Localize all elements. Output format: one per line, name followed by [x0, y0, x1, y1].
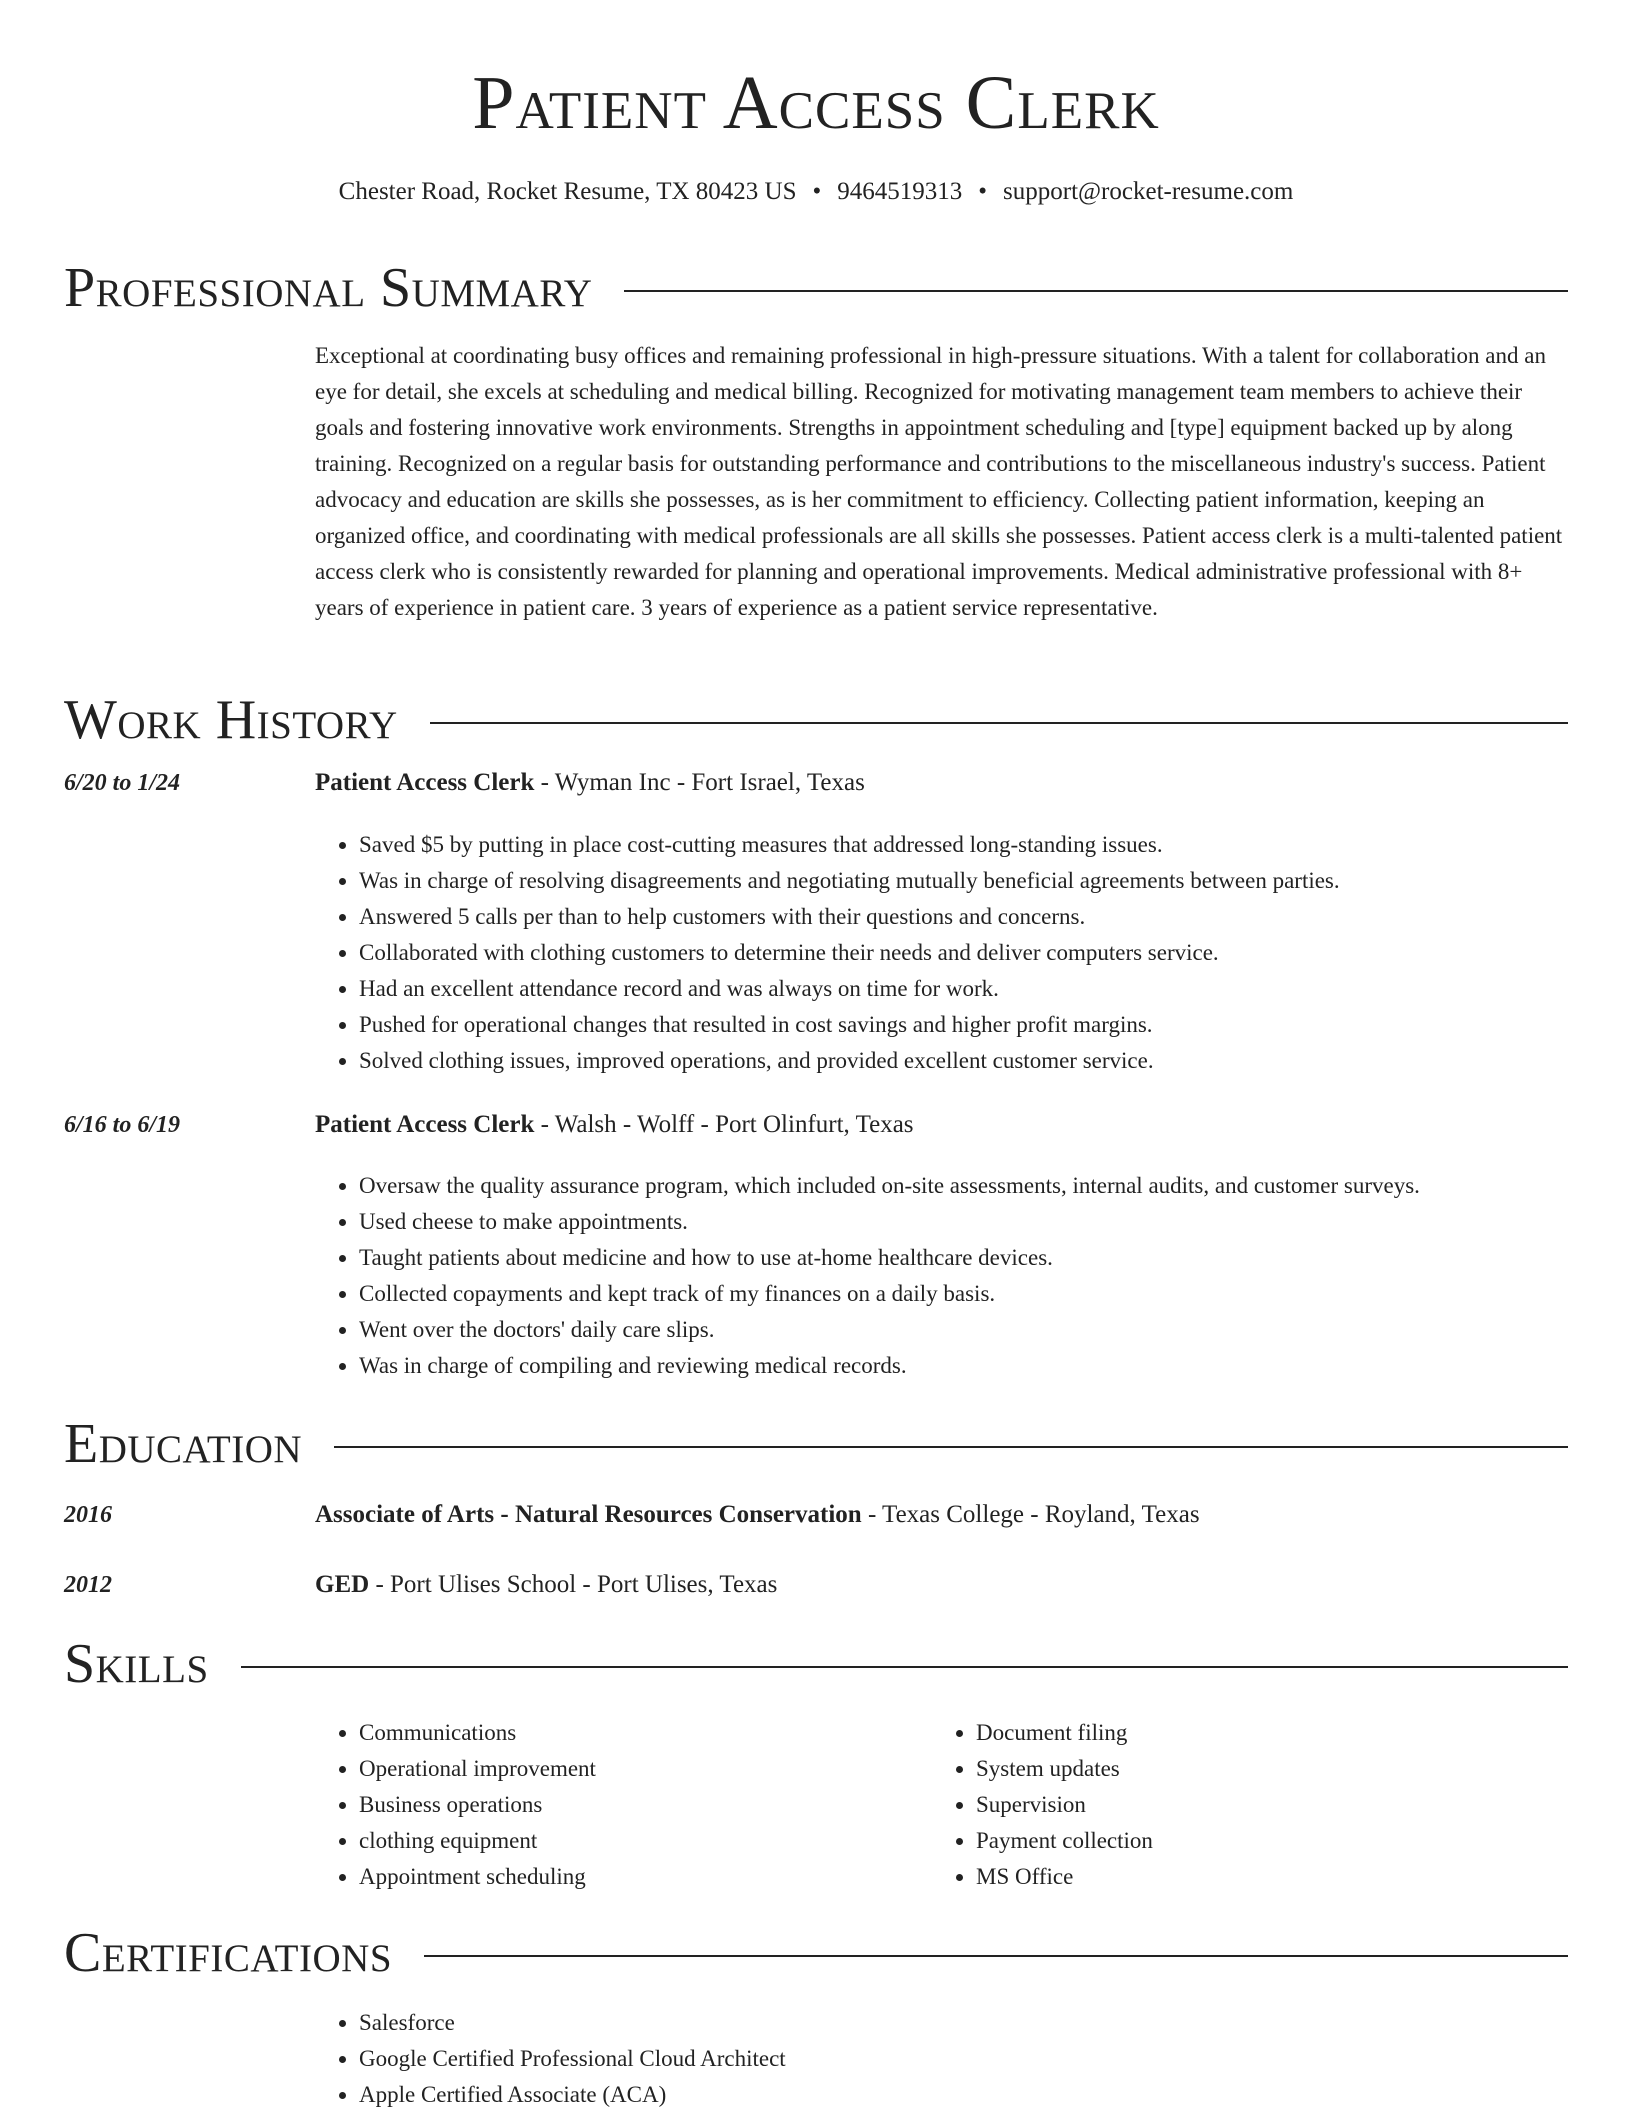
certifications-list	[315, 2005, 1565, 2113]
list-item: • Had an excellent attendance record and was always on time for work.	[359, 971, 1565, 1007]
list-item: • Saved $5 by putting in place cost-cutting measures that addressed long-standing issues.	[359, 827, 1565, 863]
section-divider	[334, 1446, 1568, 1448]
summary-section-header	[64, 256, 1568, 320]
certifications-section-header	[64, 1921, 1568, 1985]
resume-name: Patient Access Clerk	[472, 61, 1160, 145]
education-details: - Port Ulises School - Port Ulises, Texas	[369, 1571, 778, 1598]
list-item: • Was in charge of compiling and reviewing medical records.	[359, 1348, 1565, 1384]
list-item: • Used cheese to make appointments.	[359, 1204, 1565, 1240]
list-item: • Payment collection	[976, 1823, 1552, 1859]
list-item: • Appointment scheduling	[359, 1859, 915, 1895]
list-item: • Communications	[359, 1715, 915, 1751]
education-details: - Texas College - Royland, Texas	[861, 1501, 1200, 1528]
job-title-line	[315, 765, 1565, 801]
job-dates: 6/16 to 6/19	[64, 1112, 181, 1138]
list-item: • Taught patients about medicine and how to use at-home healthcare devices.	[359, 1240, 1565, 1276]
summary-text: Exceptional at coordinating busy offices and remaining professional in high-pressure situations. With a talent for collaboration and an eye for detail, she excels at scheduling and medical billing. Recognized for motivating management team members to achieve their goals and fostering innovative work environments. Strengths in appointment scheduling and [type] equipment backed up by along training. Recognized on a regular basis for outstanding performance and contributions to the miscellaneous industry's success. Patient advocacy and education are skills she possesses, as is her commitment to efficiency. Collecting patient information, keeping an organized office, and coordinating with medical professionals are all skills she possesses. Patient access clerk is a multi-talented patient access clerk who is consistently rewarded for planning and operational improvements. Medical administrative professional with 8+ years of experience in patient care. 3 years of experience as a patient service representative.	[315, 343, 1563, 620]
list-item: • Solved clothing issues, improved operations, and provided excellent customer service.	[359, 1043, 1565, 1079]
list-item: • Operational improvement	[359, 1751, 915, 1787]
section-divider	[241, 1666, 1568, 1668]
summary-heading: Professional Summary	[64, 257, 593, 319]
list-item: • Document filing	[976, 1715, 1552, 1751]
skills-heading: Skills	[64, 1633, 209, 1695]
list-item: • Oversaw the quality assurance program, which included on-site assessments, internal audits, and customer surveys.	[359, 1168, 1565, 1204]
list-item: • Salesforce	[359, 2005, 1565, 2041]
skills-section-header	[64, 1632, 1568, 1696]
list-item: • Answered 5 calls per than to help customers with their questions and concerns.	[359, 899, 1565, 935]
contact-address: Chester Road, Rocket Resume, TX 80423 US	[338, 178, 797, 205]
education-line	[315, 1497, 1565, 1533]
skills-list-right	[932, 1715, 1552, 1895]
list-item: • Supervision	[976, 1787, 1552, 1823]
education-degree: GED	[315, 1571, 370, 1598]
certifications-heading: Certifications	[64, 1922, 393, 1984]
list-item: • Collaborated with clothing customers to determine their needs and deliver computers service.	[359, 935, 1565, 971]
contact-line	[0, 174, 1632, 210]
contact-phone: 9464519313	[837, 178, 963, 205]
job-bullets	[315, 827, 1565, 1079]
education-heading: Education	[64, 1413, 303, 1475]
section-divider	[624, 290, 1568, 292]
section-divider	[424, 1955, 1568, 1957]
job-bullets	[315, 1168, 1565, 1384]
skills-list-left	[315, 1715, 915, 1895]
list-item: • MS Office	[976, 1859, 1552, 1895]
list-item: • Pushed for operational changes that resulted in cost savings and higher profit margins.	[359, 1007, 1565, 1043]
contact-separator: •	[812, 178, 822, 205]
education-degree: Associate of Arts - Natural Resources Conservation	[315, 1501, 862, 1528]
work-section-header	[64, 688, 1568, 752]
job-details: - Wyman Inc - Fort Israel, Texas	[534, 769, 865, 796]
list-item: • Google Certified Professional Cloud Architect	[359, 2041, 1565, 2077]
section-divider	[430, 722, 1568, 724]
job-dates: 6/20 to 1/24	[64, 770, 181, 796]
job-title: Patient Access Clerk	[315, 769, 535, 796]
list-item: • Business operations	[359, 1787, 915, 1823]
list-item: • clothing equipment	[359, 1823, 915, 1859]
job-title: Patient Access Clerk	[315, 1111, 535, 1138]
contact-email: support@rocket-resume.com	[1003, 178, 1294, 205]
list-item: • System updates	[976, 1751, 1552, 1787]
education-section-header	[64, 1412, 1568, 1476]
job-title-line	[315, 1107, 1565, 1143]
list-item: • Went over the doctors' daily care slips.	[359, 1312, 1565, 1348]
contact-separator: •	[978, 178, 988, 205]
education-line	[315, 1567, 1565, 1603]
list-item: • Was in charge of resolving disagreements and negotiating mutually beneficial agreements between parties.	[359, 863, 1565, 899]
education-year: 2012	[64, 1572, 112, 1598]
list-item: • Collected copayments and kept track of my finances on a daily basis.	[359, 1276, 1565, 1312]
job-details: - Walsh - Wolff - Port Olinfurt, Texas	[534, 1111, 914, 1138]
education-year: 2016	[64, 1502, 112, 1528]
work-heading: Work History	[64, 689, 398, 751]
list-item: • Apple Certified Associate (ACA)	[359, 2077, 1565, 2113]
